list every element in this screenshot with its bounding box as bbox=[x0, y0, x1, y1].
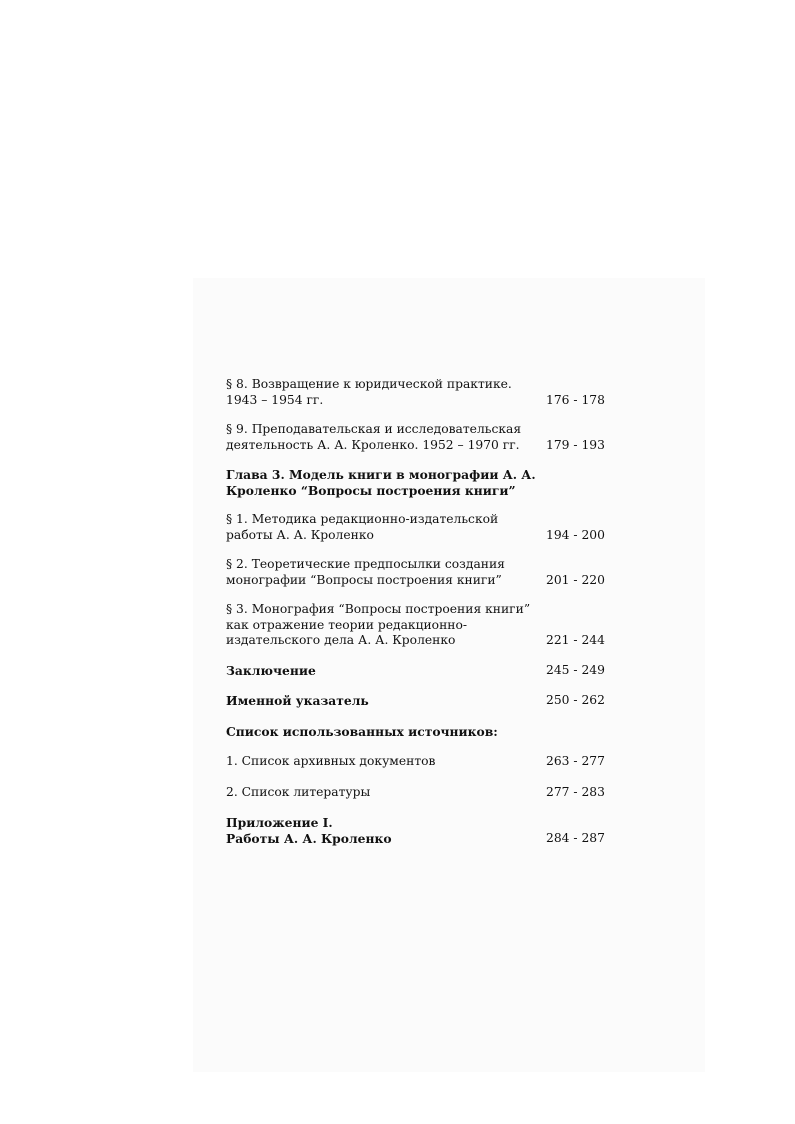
toc-entry-title bbox=[226, 602, 531, 649]
toc-entry-title bbox=[226, 754, 531, 770]
toc-entry-pages: 245 - 249 bbox=[546, 662, 605, 677]
toc-entry-title bbox=[226, 724, 531, 740]
toc-entry-line: 1943 – 1954 гг. bbox=[226, 392, 324, 407]
table-of-contents bbox=[226, 377, 616, 846]
toc-entry-pages: 277 - 283 bbox=[546, 784, 605, 799]
toc-entry-conclusion bbox=[226, 663, 616, 679]
toc-entry-chapter-3-section-3 bbox=[226, 602, 616, 649]
toc-entry-pages: 176 - 178 bbox=[546, 392, 605, 407]
toc-entry-literature-list bbox=[226, 785, 616, 801]
toc-entry-sources-heading bbox=[226, 724, 616, 740]
toc-entry-title bbox=[226, 422, 531, 453]
toc-entry-pages: 201 - 220 bbox=[546, 572, 605, 587]
toc-entry-line: как отражение теории редакционно- bbox=[226, 617, 468, 632]
toc-entry-title bbox=[226, 377, 531, 408]
toc-entry-line: § 1. Методика редакционно-издательской bbox=[226, 512, 499, 526]
toc-entry-pages: 250 - 262 bbox=[546, 693, 605, 707]
toc-entry-section-9 bbox=[226, 422, 616, 453]
toc-entry-line: § 8. Возвращение к юридической практике. bbox=[226, 377, 512, 391]
toc-entry-title bbox=[226, 785, 531, 801]
toc-entry-section-8 bbox=[226, 377, 616, 408]
toc-entry-title bbox=[226, 467, 536, 498]
toc-entry-line: Именной указатель bbox=[226, 693, 369, 708]
toc-entry-line: § 2. Теоретические предпосылки создания bbox=[226, 557, 505, 571]
toc-entry-line: Кроленко “Вопросы построения книги” bbox=[226, 482, 516, 498]
toc-entry-line: Приложение I. bbox=[226, 815, 333, 830]
toc-entry-pages: 179 - 193 bbox=[546, 437, 605, 452]
toc-entry-title bbox=[226, 557, 531, 588]
toc-entry-line: деятельность А. А. Кроленко. 1952 – 1970 гг. bbox=[226, 437, 520, 452]
toc-entry-archive-list bbox=[226, 754, 616, 770]
toc-entry-line: § 3. Монография “Вопросы построения книги” bbox=[226, 602, 531, 616]
toc-entry-line: Работы А. А. Кроленко bbox=[226, 830, 392, 846]
toc-entry-line: работы А. А. Кроленко bbox=[226, 527, 374, 542]
toc-entry-line: издательского дела А. А. Кроленко bbox=[226, 633, 456, 647]
toc-entry-title bbox=[226, 815, 531, 846]
toc-entry-chapter-3 bbox=[226, 467, 616, 498]
toc-entry-appendix-1 bbox=[226, 815, 616, 846]
toc-entry-line: 2. Список литературы bbox=[226, 784, 371, 799]
toc-entry-title bbox=[226, 693, 531, 709]
toc-entry-name-index bbox=[226, 693, 616, 709]
toc-entry-chapter-3-section-1 bbox=[226, 512, 616, 543]
toc-entry-pages: 263 - 277 bbox=[546, 754, 605, 768]
toc-entry-chapter-3-section-2 bbox=[226, 557, 616, 588]
toc-entry-line: Глава 3. Модель книги в монографии А. А. bbox=[226, 467, 536, 482]
toc-entry-pages: 284 - 287 bbox=[546, 830, 605, 845]
toc-entry-pages: 221 - 244 bbox=[546, 633, 605, 647]
toc-entry-title bbox=[226, 512, 531, 543]
toc-entry-line: Список использованных источников: bbox=[226, 723, 498, 739]
toc-entry-line: § 9. Преподавательская и исследовательская bbox=[226, 422, 522, 436]
toc-entry-line: монографии “Вопросы построения книги” bbox=[226, 572, 502, 587]
toc-entry-pages: 194 - 200 bbox=[546, 527, 605, 542]
toc-entry-title bbox=[226, 663, 531, 679]
toc-entry-line: Заключение bbox=[226, 662, 316, 678]
toc-entry-line: 1. Список архивных документов bbox=[226, 754, 436, 768]
